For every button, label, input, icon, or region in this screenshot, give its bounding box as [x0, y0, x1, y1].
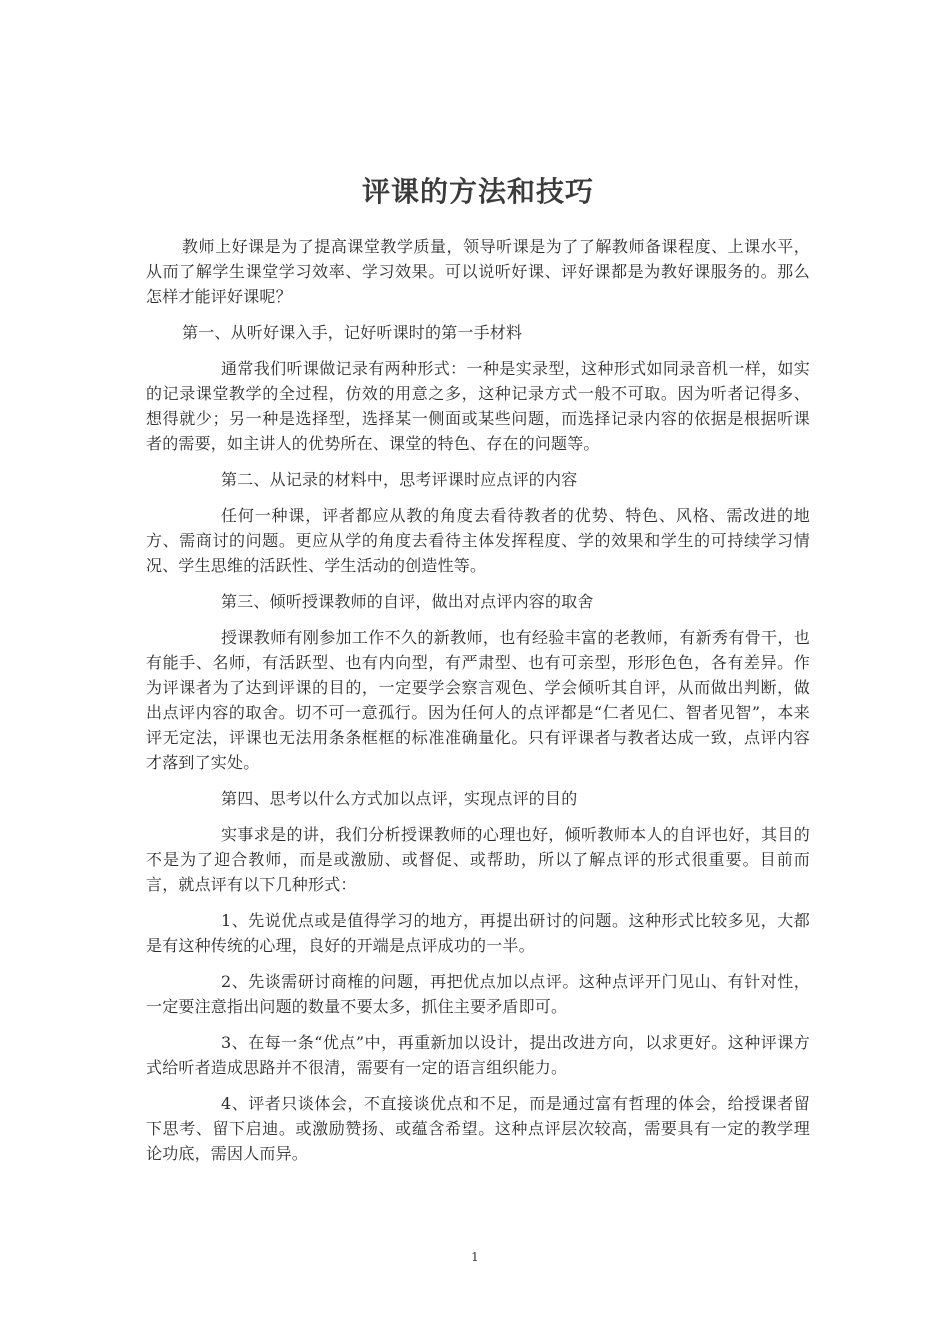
intro-paragraph: 教师上好课是为了提高课堂教学质量，领导听课是为了了解教师备课程度、上课水平，从而了解学生课堂学习效率、学习效果。可以说听好课、评好课都是为教好课服务的。那么怎样才能评好课呢？ — [146, 237, 810, 306]
document-title: 评课的方法和技巧 — [361, 175, 594, 208]
list-item-2: 2、先谈需研讨商榷的问题，再把优点加以点评。这种点评开门见山、有针对性，一定要注意指出问题的数量不要太多，抓住主要矛盾即可。 — [146, 972, 810, 1016]
section-body-1: 通常我们听课做记录有两种形式：一种是实录型，这种形式如同录音机一样，如实的记录课堂教学的全过程，仿效的用意之多，这种记录方式一般不可取。因为听者记得多、想得就少；另一种是选择型，选择某一侧面或某些问题，而选择记录内容的依据是根据听课者的需要，如主讲人的优势所在、课堂的特色、存在的问题等。 — [146, 359, 810, 453]
section-body-3: 授课教师有刚参加工作不久的新教师，也有经验丰富的老教师，有新秀有骨干，也有能手、名师，有活跃型、也有内向型，有严肃型、也有可亲型，形形色色，各有差异。作为评课者为了达到评课的目的，一定要学会察言观色、学会倾听其自评，从而做出判断，做出点评内容的取舍。切不可一意孤行。因为任何人的点评都是“仁者见仁、智者见智”，本来评无定法，评课也无法用条条框框的标准准确量化。只有评课者与教者达成一致，点评内容才落到了实处。 — [146, 628, 810, 772]
section-heading-2: 第二、从记录的材料中，思考评课时应点评的内容 — [221, 470, 578, 489]
section-heading-4: 第四、思考以什么方式加以点评，实现点评的目的 — [221, 789, 578, 808]
document-page — [146, 172, 810, 1177]
list-item-4: 4、评者只谈体会，不直接谈优点和不足，而是通过富有哲理的体会，给授课者留下思考、留下启迪。或激励赞扬、或蕴含希望。这种点评层次较高，需要具有一定的教学理论功底，需因人而异。 — [146, 1094, 810, 1163]
section-body-4: 实事求是的讲，我们分析授课教师的心理也好，倾听教师本人的自评也好，其目的不是为了迎合教师，而是或激励、或督促、或帮助，所以了解点评的形式很重要。目前而言，就点评有以下几种形式： — [146, 825, 810, 894]
list-item-3: 3、在每一条“优点”中，再重新加以设计，提出改进方向，以求更好。这种评课方式给听者造成思路并不很清，需要有一定的语言组织能力。 — [146, 1033, 810, 1077]
section-heading-1: 第一、从听好课入手，记好听课时的第一手材料 — [182, 323, 523, 342]
page-number: 1 — [471, 1250, 479, 1264]
section-body-2: 任何一种课，评者都应从教的角度去看待教者的优势、特色、风格、需改进的地方、需商讨的问题。更应从学的角度去看待主体发挥程度、学的效果和学生的可持续学习情况、学生思维的活跃性、学生活动的创造性等。 — [146, 506, 810, 575]
section-heading-3: 第三、倾听授课教师的自评，做出对点评内容的取舍 — [221, 592, 594, 611]
list-item-1: 1、先说优点或是值得学习的地方，再提出研讨的问题。这种形式比较多见，大都是有这种传统的心理，良好的开端是点评成功的一半。 — [146, 911, 810, 955]
